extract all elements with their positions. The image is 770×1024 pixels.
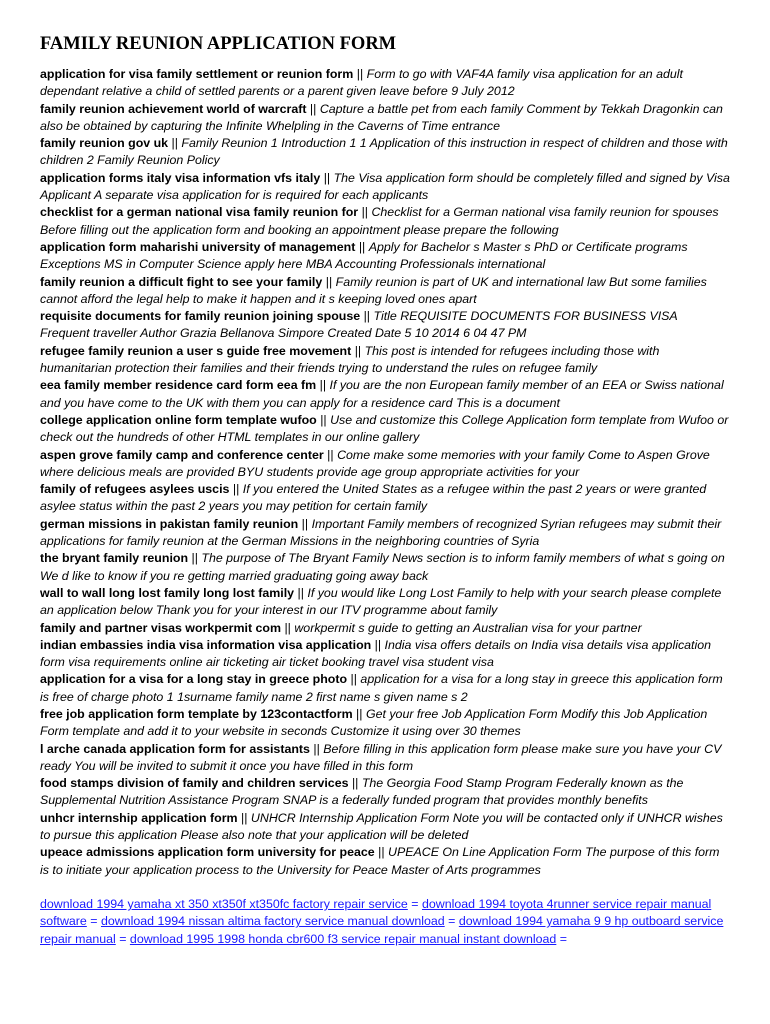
download-link[interactable]: download 1994 yamaha 9 9 hp outboard service repair manual (40, 914, 724, 946)
entry-title: application for visa family settlement or reunion form (40, 67, 354, 81)
entry-title: family reunion a difficult fight to see your family (40, 274, 323, 289)
list-item (40, 671, 730, 706)
entry-description: UPEACE On Line Application Form The purpose of this form is to initiate your application process to the University for Peace Master of Arts programmes (40, 845, 720, 877)
list-item (40, 810, 730, 845)
list-item (40, 377, 730, 412)
entry-description: Checklist for a German national visa family reunion for spouses Before filling out the application form and booking an appointment please prepare the following (40, 205, 719, 237)
entry-description: workpermit s guide to getting an Australian visa for your partner (294, 620, 642, 635)
link-separator: = (448, 914, 456, 929)
entry-separator: || (356, 706, 363, 721)
entry-list (40, 66, 730, 879)
entry-title: college application online form template wufoo (40, 412, 317, 427)
entry-description: Use and customize this College Application form template from Wufoo or check out the hundreds of other HTML templates in our online gallery (40, 412, 729, 445)
entry-separator: || (325, 274, 333, 289)
list-item (40, 516, 730, 551)
list-item (40, 550, 730, 585)
entry-description: Title REQUISITE DOCUMENTS FOR BUSINESS VISA Frequent traveller Author Grazia Bellanova Simpore Created Date 5 10 2014 6 04 47 PM (40, 309, 678, 341)
entry-separator: || (320, 412, 327, 427)
link-separator: = (559, 931, 568, 946)
list-item (40, 585, 730, 620)
list-item (40, 706, 730, 741)
entry-separator: || (327, 447, 334, 462)
entry-title: application form maharishi university of management (40, 239, 356, 254)
entry-title: german missions in pakistan family reunion (40, 516, 299, 531)
entry-separator: || (356, 67, 364, 81)
entry-title: food stamps division of family and children services (40, 776, 349, 791)
entry-title: unhcr internship application form (40, 810, 238, 825)
list-item (40, 637, 730, 672)
entry-title: family of refugees asylees uscis (40, 482, 230, 497)
list-item (40, 274, 730, 309)
link-separator: = (411, 896, 419, 911)
entry-title: application forms italy visa information vfs italy (40, 170, 321, 185)
list-item (40, 239, 730, 274)
list-item (40, 741, 730, 776)
entry-description: Important Family members of recognized Syrian refugees may submit their applications for family reunion at the German Missions in the neighboring countries of Syria (40, 516, 722, 549)
entry-separator: || (361, 205, 369, 220)
entry-title: application for a visa for a long stay in greece photo (40, 672, 348, 687)
list-item (40, 343, 730, 378)
list-item (40, 481, 730, 516)
link-separator: = (119, 931, 127, 946)
list-item (40, 135, 730, 170)
entry-description: Form to go with VAF4A family visa application for an adult dependant relative a child of settled parents or a parent given leave before 9 July 2012 (40, 67, 683, 99)
entry-separator: || (301, 516, 309, 531)
entry-description: Come make some memories with your family Come to Aspen Grove where delicious meals are provided BYU students provide age group appropriate activities for your (40, 447, 710, 479)
entry-separator: || (319, 378, 327, 393)
download-link[interactable]: download 1994 nissan altima factory service manual download (100, 914, 445, 929)
entry-description: The purpose of The Bryant Family News section is to inform family members of what s going on We d like to know if you re getting married graduating going away back (40, 551, 725, 583)
list-item (40, 204, 730, 239)
entry-description: Capture a battle pet from each family Comment by Tekkah Dragonkin can also be obtained by capturing the Infinite Whelpling in the Caverns of Time entrance (40, 101, 723, 133)
list-item (40, 844, 730, 879)
list-item (40, 775, 730, 810)
entry-description: Family reunion is part of UK and international law But some families cannot afford the legal help to make it happen and it s keeping loved ones apart (40, 274, 707, 306)
entry-description: Get your free Job Application Form Modify this Job Application Form template and add it to your website in seconds Customize it using over 30 themes (40, 706, 708, 739)
entry-title: family reunion achievement world of warcraft (40, 101, 307, 116)
entry-title: upeace admissions application form university for peace (40, 845, 375, 860)
entry-description: application for a visa for a long stay in greece this application form is free of charge photo 1 1surname family name 2 first name s given name s 2 (40, 672, 723, 704)
download-link[interactable]: download 1994 yamaha xt 350 xt350f xt350fc factory repair service (40, 896, 408, 911)
page-title: FAMILY REUNION APPLICATION FORM (40, 34, 397, 54)
entry-title: l arche canada application form for assistants (40, 741, 310, 756)
entry-description: The Georgia Food Stamp Program Federally known as the Supplemental Nutrition Assistance Program SNAP is a federally funded program that provides monthly benefits (40, 776, 684, 808)
entry-separator: || (191, 551, 198, 566)
download-link[interactable]: download 1995 1998 honda cbr600 f3 service repair manual instant download (129, 931, 557, 946)
entry-separator: || (378, 845, 385, 860)
entry-title: wall to wall long lost family long lost family (40, 585, 295, 600)
list-item (40, 447, 730, 482)
entry-description: Before filling in this application form please make sure you have your CV ready You will be invited to submit it once you have filled in this form (40, 741, 722, 773)
list-item (40, 66, 730, 101)
entry-separator: || (374, 637, 382, 652)
entry-separator: || (232, 482, 240, 497)
list-item (40, 412, 730, 447)
entry-description: India visa offers details on India visa details visa application form visa requirements online air ticketing air ticket booking travel visa student visa (40, 637, 712, 670)
entry-title: family and partner visas workpermit com (40, 620, 282, 635)
entry-separator: || (363, 309, 371, 324)
download-links (40, 896, 730, 948)
entry-description: If you would like Long Lost Family to help with your search please complete an application below Thank you for your interest in our ITV programme about family (40, 585, 722, 618)
entry-separator: || (350, 672, 357, 687)
list-item (40, 101, 730, 136)
entry-title: free job application form template by 123contactform (40, 706, 353, 721)
entry-description: If you entered the United States as a refugee within the past 2 years or were granted asylee status within the past 2 years you may petition for certain family (40, 482, 707, 514)
entry-description: UNHCR Internship Application Form Note you will be contacted only if UNHCR wishes to pursue this application Please also note that your application will be deleted (40, 810, 723, 843)
entry-separator: || (241, 810, 248, 825)
list-item (40, 308, 730, 343)
entry-title: family reunion gov uk (40, 136, 169, 151)
entry-title: the bryant family reunion (40, 551, 189, 566)
entry-separator: || (297, 585, 304, 600)
list-item (40, 620, 730, 637)
entry-title: checklist for a german national visa family reunion for (40, 205, 359, 220)
entry-separator: || (171, 136, 178, 151)
list-item (40, 170, 730, 205)
entry-title: aspen grove family camp and conference center (40, 447, 324, 462)
entry-separator: || (284, 620, 291, 635)
entry-separator: || (358, 239, 366, 254)
entry-separator: || (354, 343, 362, 358)
entry-description: Family Reunion 1 Introduction 1 1 Application of this instruction in respect of children and those with children 2 Family Reunion Policy (40, 136, 728, 168)
entry-description: Apply for Bachelor s Master s PhD or Certificate programs Exceptions MS in Computer Science apply here MBA Accounting Professionals international (40, 239, 688, 272)
entry-separator: || (313, 741, 320, 756)
link-separator: = (90, 914, 98, 929)
document-page (40, 32, 730, 948)
entry-title: requisite documents for family reunion joining spouse (40, 309, 361, 324)
entry-description: If you are the non European family member of an EEA or Swiss national and you have come to the UK with them you can apply for a residence card This is a document (40, 378, 724, 410)
entry-description: The Visa application form should be completely filled and signed by Visa Applicant A separate visa application for is required for each applicants (40, 170, 730, 203)
entry-description: This post is intended for refugees including those with humanitarian protection their families and their friends trying to understand the rules on refugee family (40, 343, 660, 376)
entry-separator: || (351, 776, 359, 791)
entry-title: refugee family reunion a user s guide free movement (40, 343, 352, 358)
download-link[interactable]: download 1994 toyota 4runner service repair manual software (40, 896, 712, 929)
entry-title: eea family member residence card form eea fm (40, 378, 317, 393)
entry-separator: || (309, 101, 317, 116)
entry-title: indian embassies india visa information visa application (40, 637, 372, 652)
entry-separator: || (323, 170, 331, 185)
